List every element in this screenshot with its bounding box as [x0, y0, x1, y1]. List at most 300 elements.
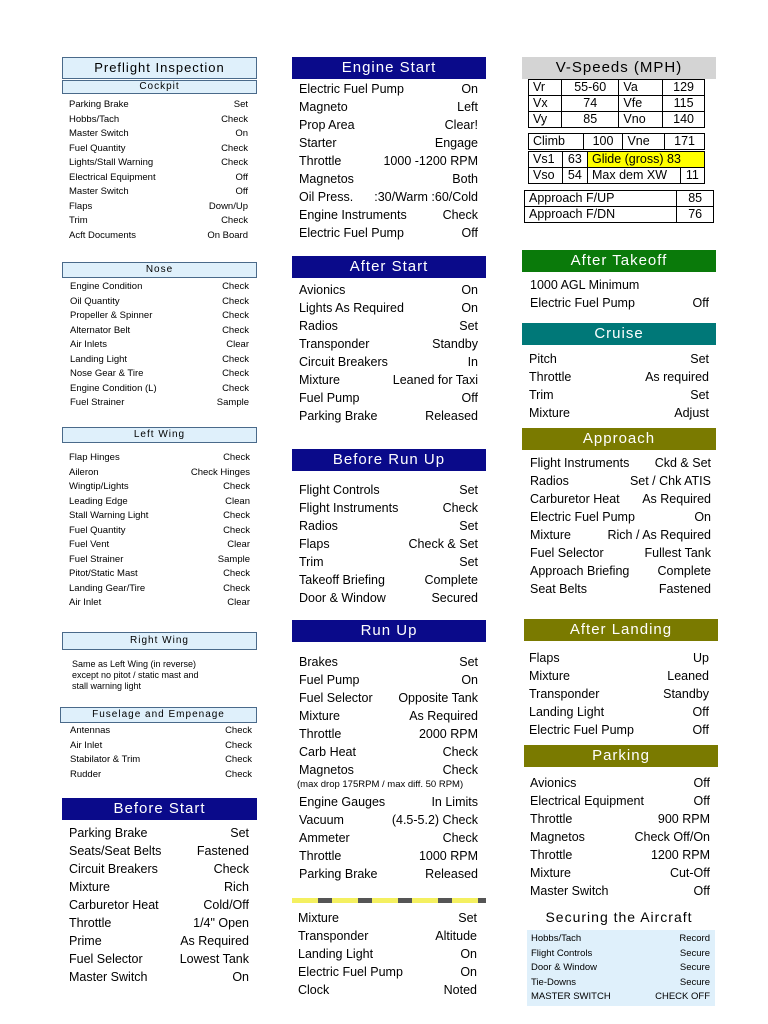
- checklist-item: Trim: [69, 215, 88, 226]
- checklist-value: Check: [223, 481, 250, 492]
- checklist-row: [70, 724, 252, 739]
- checklist-item: Engine Gauges: [299, 795, 386, 809]
- checklist-value: CHECK OFF: [655, 991, 710, 1002]
- checklist-item: Master Switch: [69, 128, 129, 139]
- checklist-value: As Required: [409, 709, 478, 723]
- checklist-item: Electric Fuel Pump: [298, 965, 403, 979]
- checklist-item: Trim: [529, 388, 554, 402]
- checklist-row: [299, 743, 478, 761]
- vspeeds-table-3: [528, 151, 705, 184]
- vr-value: 55-60: [562, 80, 619, 96]
- checklist-row: [69, 495, 250, 510]
- checklist-row: [299, 224, 478, 242]
- checklist-row: [69, 842, 249, 860]
- checklist-value: Set: [690, 352, 709, 366]
- checklist-value: Ckd & Set: [654, 456, 711, 470]
- checklist-value: Clear: [226, 339, 249, 350]
- checklist-item: Fuel Selector: [530, 546, 604, 560]
- checklist-value: Set: [459, 483, 478, 497]
- checklist-item: Throttle: [69, 916, 112, 930]
- checklist-value: Secure: [679, 976, 710, 988]
- checklist-item: Oil Press.: [299, 190, 354, 204]
- checklist-item: Fuel Strainer: [70, 397, 125, 408]
- checklist-row: [69, 968, 249, 986]
- checklist-item: Parking Brake: [69, 826, 148, 840]
- vfe-label: Vfe: [619, 96, 663, 112]
- checklist-row: [299, 553, 478, 571]
- checklist-row: [530, 846, 710, 864]
- checklist-row: [299, 317, 478, 335]
- checklist-item: Throttle: [299, 849, 342, 863]
- checklist-value: Check & Set: [408, 537, 478, 551]
- checklist-row: [299, 793, 478, 811]
- checklist-value: Off: [693, 794, 710, 808]
- checklist-row: [70, 309, 249, 324]
- checklist-value: As required: [645, 370, 709, 384]
- checklist-row: [69, 229, 248, 244]
- checklist-value: Check: [222, 382, 249, 394]
- checklist-row: [529, 649, 709, 667]
- checklist-row: [69, 596, 250, 611]
- checklist-item: Rudder: [70, 768, 102, 780]
- vr-label: Vr: [529, 80, 562, 96]
- takeoff-list: [298, 909, 477, 999]
- checklist-item: Throttle: [530, 812, 573, 826]
- vspeeds-row: [529, 96, 705, 112]
- checklist-row: [299, 170, 478, 188]
- checklist-item: Seats/Seat Belts: [69, 844, 162, 858]
- checklist-value: Secured: [431, 591, 478, 605]
- checklist-row: [530, 526, 711, 544]
- checklist-row: [69, 950, 249, 968]
- checklist-item: Transponder: [529, 687, 600, 701]
- checklist-value: Check: [221, 215, 248, 226]
- cockpit-header: Cockpit: [62, 80, 257, 94]
- vno-value: 140: [663, 112, 705, 128]
- checklist-value: Set: [459, 519, 478, 533]
- checklist-value: On Board: [207, 229, 248, 241]
- checklist-row: [299, 671, 478, 689]
- checklist-value: Check: [223, 510, 250, 521]
- xw-value: 11: [680, 168, 704, 184]
- checklist-value: Cold/Off: [203, 898, 249, 912]
- checklist-item: Fuel Pump: [299, 673, 360, 687]
- checklist-value: 1200 RPM: [650, 848, 710, 862]
- checklist-value: Fullest Tank: [644, 546, 711, 560]
- checklist-item: Transponder: [298, 929, 369, 943]
- checklist-item: Takeoff Briefing: [299, 573, 385, 587]
- checklist-value: Off: [692, 296, 709, 310]
- checklist-value: Check: [222, 368, 249, 379]
- checklist-item: Clock: [298, 983, 330, 997]
- checklist-item: Air Inlet: [69, 597, 102, 608]
- checklist-value: On: [461, 283, 478, 297]
- checklist-item: Antennas: [70, 725, 111, 736]
- checklist-item: Master Switch: [69, 186, 129, 197]
- checklist-row: [529, 404, 709, 422]
- checklist-item: Lights As Required: [299, 301, 404, 315]
- cruise-header: Cruise: [522, 323, 716, 345]
- checklist-row: [299, 188, 478, 206]
- run-up-list-a: [299, 653, 478, 779]
- checklist-value: Set: [690, 388, 709, 402]
- checklist-row: [70, 739, 252, 754]
- checklist-item: Mixture: [530, 528, 571, 542]
- checklist-item: Flaps: [299, 537, 330, 551]
- checklist-value: Check: [225, 754, 252, 765]
- checklist-value: Check: [222, 281, 249, 292]
- checklist-row: [299, 281, 478, 299]
- checklist-row: [530, 882, 710, 900]
- fuselage-list: [70, 724, 252, 782]
- checklist-row: [69, 214, 248, 229]
- securing-list: [531, 932, 710, 1005]
- checklist-value: Check: [221, 157, 248, 168]
- checklist-value: On: [232, 970, 249, 984]
- securing-header: Securing the Aircraft: [545, 909, 693, 925]
- checklist-value: Leaned: [667, 669, 709, 683]
- checklist-value: On: [460, 947, 477, 961]
- checklist-item: Carburetor Heat: [69, 898, 159, 912]
- checklist-item: Landing Gear/Tire: [69, 582, 146, 594]
- checklist-value: Check: [223, 582, 250, 594]
- checklist-value: As Required: [180, 934, 249, 948]
- climb-value: 100: [583, 134, 623, 150]
- checklist-row: [299, 865, 478, 883]
- before-start-header: Before Start: [62, 798, 257, 820]
- checklist-item: Flight Instruments: [530, 456, 630, 470]
- checklist-row: [298, 927, 477, 945]
- checklist-item: Lights/Stall Warning: [69, 157, 154, 168]
- checklist-row: [299, 98, 478, 116]
- checklist-item: Throttle: [530, 848, 573, 862]
- approach-up-label: Approach F/UP: [525, 191, 677, 207]
- checklist-row: [298, 945, 477, 963]
- before-start-list: [69, 824, 249, 986]
- checklist-item: Pitot/Static Mast: [69, 568, 138, 579]
- checklist-item: Radios: [530, 474, 569, 488]
- checklist-row: [530, 454, 711, 472]
- checklist-value: Off: [692, 705, 709, 719]
- checklist-row: [530, 508, 711, 526]
- checklist-item: Mixture: [529, 669, 570, 683]
- checklist-row: [69, 567, 250, 582]
- checklist-row: [69, 878, 249, 896]
- parking-list: [530, 774, 710, 900]
- checklist-item: Master Switch: [530, 884, 609, 898]
- checklist-value: Secure: [679, 947, 710, 959]
- checklist-value: 1000 RPM: [418, 849, 478, 863]
- checklist-value: On: [461, 301, 478, 315]
- va-label: Va: [619, 80, 663, 96]
- vy-value: 85: [562, 112, 619, 128]
- nose-header: Nose: [62, 262, 257, 278]
- checklist-value: Altitude: [435, 929, 477, 943]
- checklist-value: Noted: [443, 983, 477, 997]
- checklist-item: Flaps: [529, 651, 560, 665]
- checklist-value: Off: [235, 186, 248, 197]
- checklist-value: Check: [223, 524, 250, 536]
- checklist-row: [70, 768, 252, 783]
- checklist-item: Mixture: [298, 911, 339, 925]
- vspeeds-header: V-Speeds (MPH): [522, 57, 716, 79]
- vfe-value: 115: [663, 96, 705, 112]
- checklist-value: Check Hinges: [190, 466, 250, 478]
- checklist-item: Nose Gear & Tire: [70, 368, 144, 379]
- parking-header: Parking: [524, 745, 718, 767]
- checklist-value: Fastened: [658, 582, 711, 596]
- checklist-item: Electrical Equipment: [69, 171, 156, 183]
- checklist-row: [70, 382, 249, 397]
- checklist-row: [530, 490, 711, 508]
- after-start-list: [299, 281, 478, 425]
- vspeeds-table: [528, 79, 705, 128]
- checklist-item: Magnetos: [530, 830, 585, 844]
- checklist-row: [299, 335, 478, 353]
- vno-label: Vno: [619, 112, 663, 128]
- checklist-row: [529, 368, 709, 386]
- checklist-item: Avionics: [530, 776, 577, 790]
- checklist-row: [530, 810, 710, 828]
- checklist-item: Approach Briefing: [530, 564, 630, 578]
- cruise-list: [529, 350, 709, 422]
- checklist-value: :30/Warm :60/Cold: [374, 190, 478, 204]
- checklist-row: [299, 206, 478, 224]
- va-value: 129: [663, 80, 705, 96]
- checklist-item: Electric Fuel Pump: [529, 723, 634, 737]
- checklist-item: Flaps: [69, 200, 93, 212]
- checklist-value: Check: [225, 768, 252, 780]
- glide-value: 83: [667, 152, 681, 166]
- checklist-item: Mixture: [299, 709, 340, 723]
- checklist-item: Electric Fuel Pump: [299, 226, 404, 240]
- checklist-item: Wingtip/Lights: [69, 481, 129, 492]
- checklist-row: [531, 976, 710, 991]
- checklist-item: Ammeter: [299, 831, 350, 845]
- checklist-row: [529, 703, 709, 721]
- checklist-item: Engine Instruments: [299, 208, 407, 222]
- checklist-item: Throttle: [299, 727, 342, 741]
- checklist-item: Pitch: [529, 352, 557, 366]
- checklist-row: [298, 963, 477, 981]
- checklist-value: Clear: [227, 597, 250, 608]
- checklist-item: Mixture: [299, 373, 340, 387]
- checklist-item: Throttle: [299, 154, 342, 168]
- checklist-value: Check: [222, 324, 249, 336]
- vspeeds-row: [529, 112, 705, 128]
- checklist-value: 2000 RPM: [418, 727, 478, 741]
- checklist-value: Standby: [432, 337, 478, 351]
- checklist-row: [531, 947, 710, 962]
- vne-label: Vne: [623, 134, 665, 150]
- checklist-item: Master Switch: [69, 970, 148, 984]
- checklist-value: Adjust: [674, 406, 709, 420]
- checklist-value: Sample: [216, 397, 249, 408]
- checklist-value: Set: [458, 911, 477, 925]
- checklist-item: Engine Condition: [70, 281, 143, 292]
- checklist-value: Record: [679, 933, 710, 944]
- checklist-item: Circuit Breakers: [299, 355, 388, 369]
- checklist-row: [531, 961, 710, 976]
- checklist-row: [530, 472, 711, 490]
- glide-cell: [587, 152, 704, 168]
- after-start-header: After Start: [292, 256, 486, 278]
- checklist-item: Fuel Selector: [299, 691, 373, 705]
- vs1-label: Vs1: [529, 152, 563, 168]
- checklist-row: [69, 538, 250, 553]
- checklist-item: 1000 AGL Minimum: [530, 278, 640, 292]
- checklist-item: Aileron: [69, 466, 99, 478]
- checklist-item: Tie-Downs: [531, 976, 577, 988]
- checklist-value: Clear: [227, 539, 250, 550]
- glide-label: Glide (gross): [591, 152, 664, 166]
- approach-dn-value: 76: [677, 207, 714, 223]
- checklist-item: Throttle: [529, 370, 572, 384]
- checklist-item: Door & Window: [299, 591, 386, 605]
- checklist-value: Clean: [225, 495, 250, 507]
- checklist-value: Sample: [217, 553, 250, 565]
- checklist-item: Fuel Pump: [299, 391, 360, 405]
- left-wing-header: Left Wing: [62, 427, 257, 443]
- checklist-row: [299, 80, 478, 98]
- checklist-value: Rich: [223, 880, 249, 894]
- checklist-item: Air Inlet: [70, 739, 103, 751]
- checklist-row: [299, 517, 478, 535]
- vs1-value: 63: [562, 152, 587, 168]
- cockpit-list: [69, 98, 248, 243]
- checklist-value: Set: [233, 99, 248, 110]
- before-run-up-list: [299, 481, 478, 607]
- checklist-item: Fuel Vent: [69, 539, 110, 550]
- checklist-item: Electric Fuel Pump: [530, 510, 635, 524]
- checklist-row: [299, 725, 478, 743]
- checklist-row: [530, 580, 711, 598]
- checklist-value: Released: [425, 409, 478, 423]
- checklist-row: [69, 480, 250, 495]
- engine-start-list: [299, 80, 478, 242]
- checklist-item: Stabilator & Trim: [70, 754, 141, 765]
- checklist-row: [530, 828, 710, 846]
- checklist-item: Fuel Quantity: [69, 524, 126, 536]
- checklist-row: [69, 466, 250, 481]
- checklist-item: Mixture: [69, 880, 110, 894]
- checklist-value: Check: [213, 862, 249, 876]
- checklist-row: [69, 127, 248, 142]
- checklist-row: [69, 860, 249, 878]
- checklist-row: [299, 152, 478, 170]
- approach-list: [530, 454, 711, 598]
- right-wing-note: Same as Left Wing (in reverse) except no pitot / static mast and stall warning light: [72, 659, 199, 691]
- checklist-item: Acft Documents: [69, 229, 137, 241]
- checklist-row: [299, 353, 478, 371]
- checklist-item: Circuit Breakers: [69, 862, 158, 876]
- checklist-value: Check: [221, 142, 248, 154]
- checklist-value: Complete: [424, 573, 478, 587]
- checklist-item: Landing Light: [70, 353, 128, 365]
- checklist-row: [299, 707, 478, 725]
- checklist-row: [530, 562, 711, 580]
- checklist-row: [299, 589, 478, 607]
- checklist-value: Check: [222, 353, 249, 365]
- checklist-item: Seat Belts: [530, 582, 587, 596]
- checklist-row: [299, 847, 478, 865]
- checklist-value: Opposite Tank: [398, 691, 478, 705]
- checklist-row: [69, 171, 248, 186]
- checklist-row: [530, 774, 710, 792]
- checklist-item: Mixture: [529, 406, 570, 420]
- checklist-item: Flight Controls: [299, 483, 380, 497]
- checklist-item: Stall Warning Light: [69, 510, 149, 521]
- checklist-item: Magnetos: [299, 172, 354, 186]
- checklist-item: Fuel Strainer: [69, 553, 124, 565]
- checklist-row: [299, 653, 478, 671]
- checklist-row: [69, 451, 250, 466]
- approach-speeds-table: [524, 190, 714, 223]
- checklist-value: Check: [221, 113, 248, 125]
- checklist-item: Vacuum: [299, 813, 344, 827]
- checklist-value: Set: [459, 655, 478, 669]
- vso-label: Vso: [529, 168, 563, 184]
- checklist-row: [69, 824, 249, 842]
- checklist-row: [530, 294, 709, 312]
- nose-list: [70, 280, 249, 411]
- checklist-value: Down/Up: [208, 200, 248, 212]
- checklist-item: Brakes: [299, 655, 338, 669]
- checklist-item: Air Inlets: [70, 339, 107, 350]
- checklist-row: [299, 535, 478, 553]
- checklist-value: Released: [425, 867, 478, 881]
- checklist-value: Check: [442, 763, 478, 777]
- checklist-value: On: [694, 510, 711, 524]
- checklist-row: [299, 371, 478, 389]
- checklist-row: [530, 864, 710, 882]
- checklist-value: Check: [223, 568, 250, 579]
- checklist-value: 900 RPM: [657, 812, 710, 826]
- checklist-item: Fuel Selector: [69, 952, 143, 966]
- checklist-item: Radios: [299, 519, 338, 533]
- checklist-item: Mixture: [530, 866, 571, 880]
- engine-start-header: Engine Start: [292, 57, 486, 79]
- checklist-value: Clear!: [444, 118, 478, 132]
- xw-label: Max dem XW: [587, 168, 680, 184]
- checklist-value: Check: [222, 310, 249, 321]
- checklist-item: Carb Heat: [299, 745, 356, 759]
- after-landing-list: [529, 649, 709, 739]
- checklist-item: Magnetos: [299, 763, 354, 777]
- checklist-row: [69, 200, 248, 215]
- vspeeds-row: [529, 152, 705, 168]
- checklist-item: Alternator Belt: [70, 324, 131, 336]
- checklist-row: [70, 324, 249, 339]
- checklist-item: Fuel Quantity: [69, 142, 126, 154]
- checklist-row: [70, 280, 249, 295]
- approach-dn-row: [525, 207, 714, 223]
- checklist-row: [299, 299, 478, 317]
- checklist-item: Flight Controls: [531, 947, 593, 959]
- checklist-value: Lowest Tank: [179, 952, 249, 966]
- checklist-row: [299, 829, 478, 847]
- checklist-value: Secure: [679, 962, 710, 973]
- checklist-row: [529, 721, 709, 739]
- checklist-item: Flight Instruments: [299, 501, 399, 515]
- checklist-item: Hobbs/Tach: [531, 933, 582, 944]
- checklist-row: [70, 396, 249, 411]
- vne-value: 171: [665, 134, 705, 150]
- takeoff-divider: [292, 898, 486, 903]
- checklist-item: Hobbs/Tach: [69, 113, 120, 125]
- checklist-row: [299, 811, 478, 829]
- vspeeds-row: [529, 80, 705, 96]
